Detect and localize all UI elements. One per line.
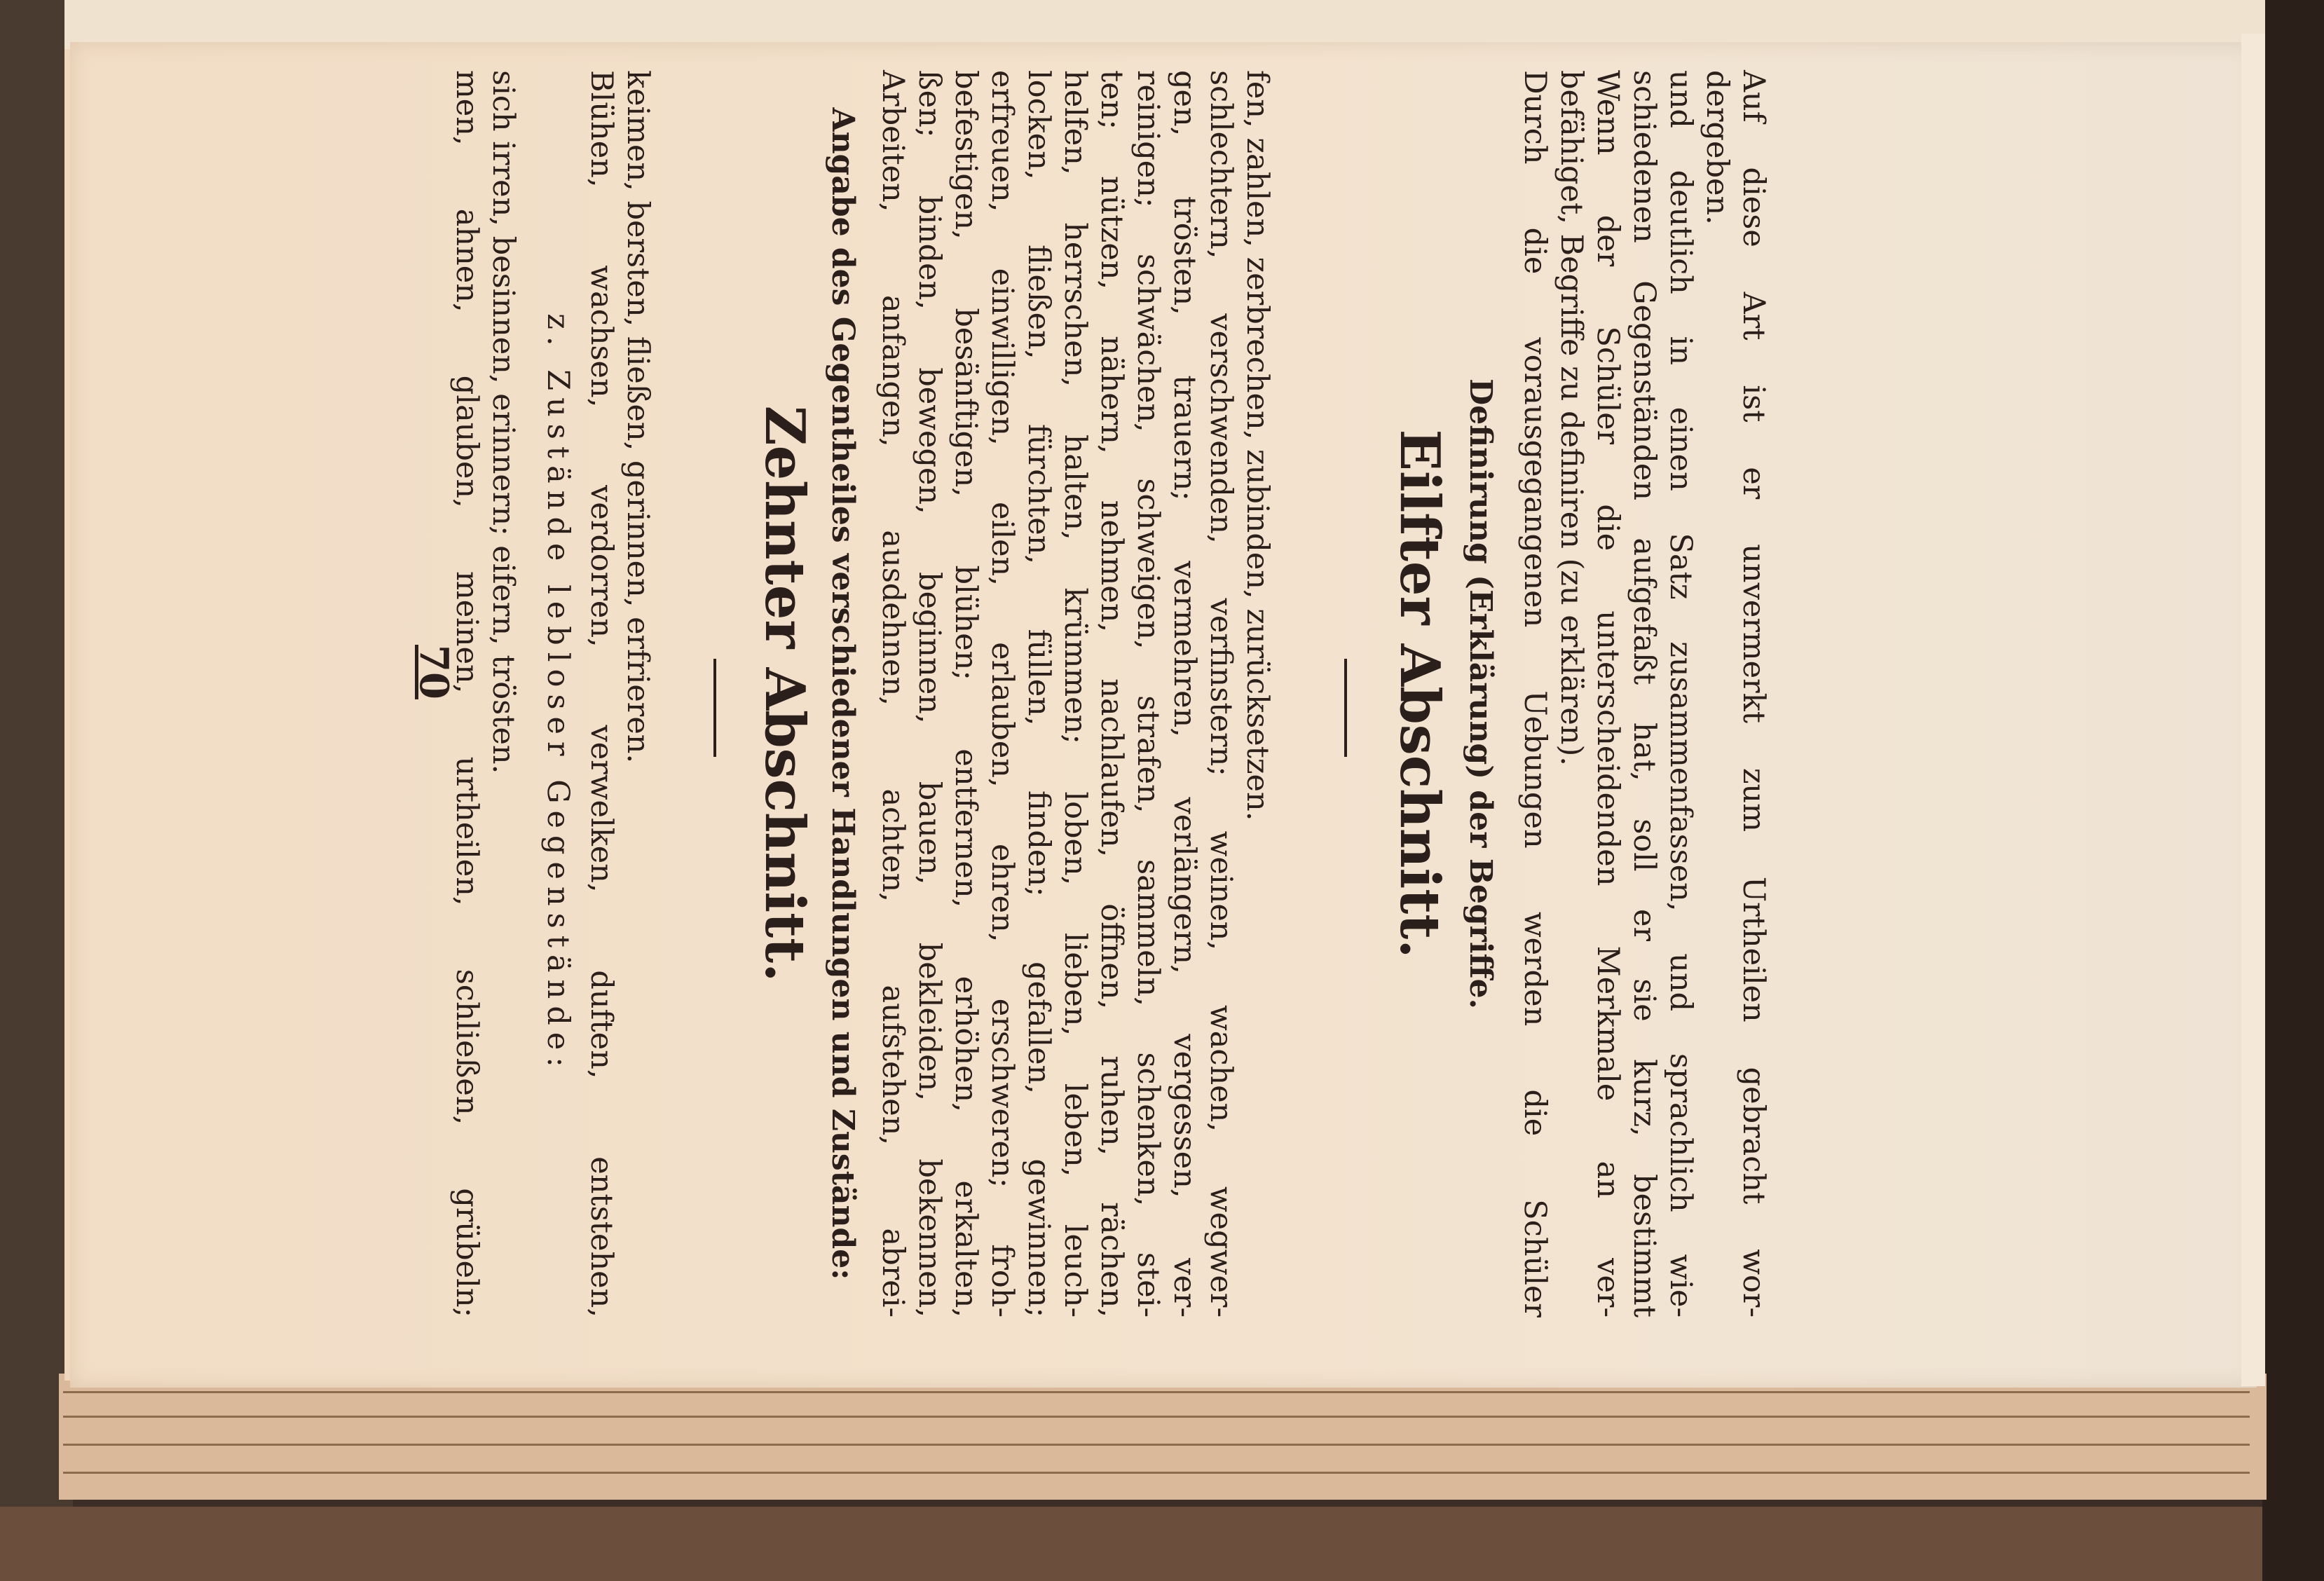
text-line: ßen; binden, bewegen, beginnen, bauen, bekleiden, bekennen,	[912, 70, 947, 1318]
page-text-rotated	[154, 70, 2257, 1318]
page-number: 70	[411, 645, 457, 699]
page-stack-line	[63, 1472, 2250, 1474]
text-line: erfreuen, einwilligen, eilen, erlauben, ehren, erschweren; froh-	[985, 70, 1020, 1318]
page-stack-line	[63, 1444, 2250, 1446]
page-stack-line	[63, 1391, 2250, 1393]
section-heading: z. Zustände lebloser Gegenstände:	[540, 313, 575, 1074]
book-cover-bottom	[0, 1507, 2324, 1581]
text-line: helfen, herrschen, halten, krümmen; loben, lieben, leben, leuch-	[1058, 70, 1093, 1318]
book-cover-left	[0, 0, 73, 1581]
chapter-title: Zehnter Abschnitt.	[753, 405, 816, 983]
text-line: ten; nützen, nähern, nehmen, nachlaufen, öffnen, ruhen, rächen,	[1094, 70, 1129, 1318]
divider-rule	[1344, 659, 1347, 757]
text-line: Auf diese Art ist er unvermerkt zum Urtheilen gebracht wor-	[1736, 70, 1771, 1318]
text-line: Arbeiten, anfangen, ausdehnen, achten, aufstehen, abrei-	[875, 70, 910, 1318]
chapter-subtitle: Angabe des Gegentheiles verschiedener Handlungen und Zustände:	[825, 107, 861, 1280]
text-line: Wenn der Schüler die unterscheidenden Merkmale an ver-	[1590, 70, 1625, 1318]
divider-rule	[713, 659, 716, 757]
text-line: befähiget, Begriffe zu definiren (zu erklären).	[1554, 70, 1589, 766]
text-line: reinigen; schwächen, schweigen, strafen, sammeln, schenken, stei-	[1130, 70, 1166, 1318]
text-line: schiedenen Gegenständen aufgefaßt hat, soll er sie kurz, bestimmt	[1627, 70, 1662, 1318]
text-line: und deutlich in einen Satz zusammenfassen, und sprachlich wie-	[1663, 70, 1698, 1318]
text-line: men, ahnen, glauben, meinen, urtheilen, schließen, grübeln;	[449, 70, 484, 1318]
text-line: befestigen, besänftigen, blühen; entfernen, erhöhen, erkalten,	[948, 70, 983, 1318]
chapter-title: Eilfter Abschnitt.	[1388, 429, 1451, 959]
text-line: sich irren, besinnen, erinnern; eifern, trösten.	[486, 70, 521, 774]
text-line: locken, fließen, fürchten, füllen, finden; gefallen, gewinnen;	[1021, 70, 1056, 1318]
text-line: Blühen, wachsen, verdorren, verwelken, duften, entstehen,	[584, 70, 619, 1318]
text-line: fen, zahlen, zerbrechen, zubinden, zurücksetzen.	[1240, 70, 1275, 821]
text-line: Durch die vorausgegangenen Uebungen werden die Schüler	[1517, 70, 1552, 1318]
chapter-subtitle: Definirung (Erklärung) der Begriffe.	[1463, 378, 1498, 1009]
book-cover-right	[2262, 0, 2324, 1581]
page-stack-line	[63, 1416, 2250, 1418]
text-line: dergeben.	[1700, 70, 1735, 225]
text-line: schlechtern, verschwenden, verfinstern; weinen, wachen, wegwer-	[1203, 70, 1238, 1318]
text-line: gen, trösten, trauern; vermehren, verlängern, vergessen, ver-	[1167, 70, 1202, 1318]
text-line: keimen, bersten, fließen, gerinnen, erfrieren.	[620, 70, 655, 764]
